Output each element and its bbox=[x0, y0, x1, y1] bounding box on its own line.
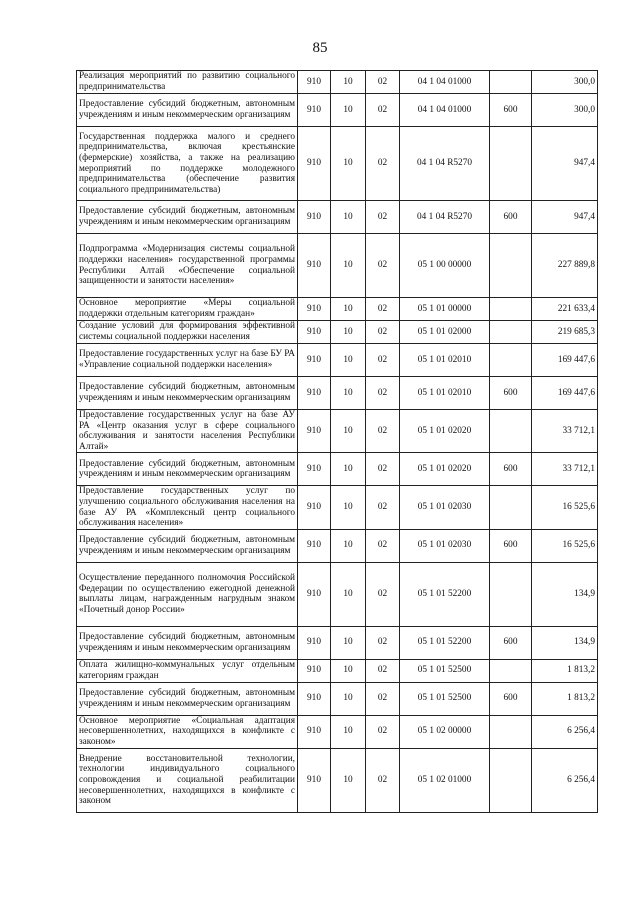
grbs-code-cell: 910 bbox=[298, 377, 331, 410]
grbs-code-cell: 910 bbox=[298, 529, 331, 562]
grbs-code-cell: 910 bbox=[298, 486, 331, 529]
amount-cell: 219 685,3 bbox=[532, 321, 598, 344]
grbs-code-cell: 910 bbox=[298, 234, 331, 298]
target-article-cell: 05 1 01 02010 bbox=[400, 377, 490, 410]
expense-name-cell: Внедрение восстановительной технологии, технологии индивидуального социального сопровождения и социальной реабилитации несовершеннолетних, находящихся в конфликте с законом bbox=[77, 748, 298, 812]
section-code-cell: 10 bbox=[331, 234, 366, 298]
table-row bbox=[77, 529, 598, 562]
expense-name-cell: Реализация мероприятий по развитию социального предпринимательства bbox=[77, 71, 298, 94]
table-row bbox=[77, 410, 598, 453]
subsection-code-cell: 02 bbox=[366, 71, 400, 94]
expense-type-cell bbox=[490, 748, 532, 812]
grbs-code-cell: 910 bbox=[298, 715, 331, 748]
expense-type-cell: 600 bbox=[490, 94, 532, 127]
amount-cell: 300,0 bbox=[532, 94, 598, 127]
expense-type-cell: 600 bbox=[490, 682, 532, 715]
amount-cell: 1 813,2 bbox=[532, 659, 598, 682]
subsection-code-cell: 02 bbox=[366, 486, 400, 529]
table-row bbox=[77, 682, 598, 715]
table-row bbox=[77, 71, 598, 94]
table-row bbox=[77, 94, 598, 127]
table-row bbox=[77, 127, 598, 201]
expense-name-cell: Предоставление субсидий бюджетным, автономным учреждениям и иным некоммерческим организациям bbox=[77, 201, 298, 234]
expense-type-cell bbox=[490, 410, 532, 453]
section-code-cell: 10 bbox=[331, 748, 366, 812]
table-row bbox=[77, 453, 598, 486]
expense-name-cell: Осуществление переданного полномочия Российской Федерации по осуществлению ежегодной денежной выплаты лицам, награжденным нагрудным знаком «Почетный донор России» bbox=[77, 562, 298, 626]
target-article-cell: 05 1 02 01000 bbox=[400, 748, 490, 812]
amount-cell: 300,0 bbox=[532, 71, 598, 94]
section-code-cell: 10 bbox=[331, 321, 366, 344]
subsection-code-cell: 02 bbox=[366, 410, 400, 453]
subsection-code-cell: 02 bbox=[366, 715, 400, 748]
amount-cell: 169 447,6 bbox=[532, 377, 598, 410]
expense-type-cell bbox=[490, 127, 532, 201]
amount-cell: 6 256,4 bbox=[532, 715, 598, 748]
expense-type-cell bbox=[490, 659, 532, 682]
target-article-cell: 05 1 01 00000 bbox=[400, 298, 490, 321]
expense-type-cell: 600 bbox=[490, 453, 532, 486]
amount-cell: 134,9 bbox=[532, 562, 598, 626]
grbs-code-cell: 910 bbox=[298, 626, 331, 659]
grbs-code-cell: 910 bbox=[298, 344, 331, 377]
grbs-code-cell: 910 bbox=[298, 298, 331, 321]
target-article-cell: 05 1 01 52200 bbox=[400, 562, 490, 626]
subsection-code-cell: 02 bbox=[366, 201, 400, 234]
target-article-cell: 05 1 02 00000 bbox=[400, 715, 490, 748]
table-row bbox=[77, 377, 598, 410]
subsection-code-cell: 02 bbox=[366, 659, 400, 682]
target-article-cell: 04 1 04 R5270 bbox=[400, 201, 490, 234]
expense-name-cell: Оплата жилищно-коммунальных услуг отдельным категориям граждан bbox=[77, 659, 298, 682]
target-article-cell: 05 1 01 02010 bbox=[400, 344, 490, 377]
table-row bbox=[77, 715, 598, 748]
amount-cell: 227 889,8 bbox=[532, 234, 598, 298]
expense-name-cell: Предоставление субсидий бюджетным, автономным учреждениям и иным некоммерческим организациям bbox=[77, 529, 298, 562]
expense-type-cell bbox=[490, 321, 532, 344]
grbs-code-cell: 910 bbox=[298, 748, 331, 812]
expense-type-cell bbox=[490, 715, 532, 748]
table-row bbox=[77, 344, 598, 377]
table-row bbox=[77, 321, 598, 344]
section-code-cell: 10 bbox=[331, 486, 366, 529]
page-number: 85 bbox=[312, 40, 328, 56]
target-article-cell: 05 1 01 52500 bbox=[400, 682, 490, 715]
subsection-code-cell: 02 bbox=[366, 626, 400, 659]
target-article-cell: 05 1 01 02020 bbox=[400, 410, 490, 453]
section-code-cell: 10 bbox=[331, 626, 366, 659]
section-code-cell: 10 bbox=[331, 715, 366, 748]
table-row bbox=[77, 748, 598, 812]
table-row bbox=[77, 626, 598, 659]
target-article-cell: 05 1 01 02030 bbox=[400, 486, 490, 529]
expense-name-cell: Основное мероприятие «Социальная адаптация несовершеннолетних, находящихся в конфликте с законом» bbox=[77, 715, 298, 748]
expense-name-cell: Предоставление субсидий бюджетным, автономным учреждениям и иным некоммерческим организациям bbox=[77, 626, 298, 659]
amount-cell: 33 712,1 bbox=[532, 453, 598, 486]
target-article-cell: 05 1 01 52200 bbox=[400, 626, 490, 659]
subsection-code-cell: 02 bbox=[366, 344, 400, 377]
section-code-cell: 10 bbox=[331, 201, 366, 234]
grbs-code-cell: 910 bbox=[298, 71, 331, 94]
expense-name-cell: Предоставление субсидий бюджетным, автономным учреждениям и иным некоммерческим организациям bbox=[77, 94, 298, 127]
target-article-cell: 05 1 01 02000 bbox=[400, 321, 490, 344]
subsection-code-cell: 02 bbox=[366, 682, 400, 715]
subsection-code-cell: 02 bbox=[366, 321, 400, 344]
grbs-code-cell: 910 bbox=[298, 410, 331, 453]
expense-name-cell: Предоставление субсидий бюджетным, автономным учреждениям и иным некоммерческим организациям bbox=[77, 377, 298, 410]
subsection-code-cell: 02 bbox=[366, 562, 400, 626]
table-row bbox=[77, 486, 598, 529]
section-code-cell: 10 bbox=[331, 562, 366, 626]
table-row bbox=[77, 298, 598, 321]
target-article-cell: 04 1 04 01000 bbox=[400, 71, 490, 94]
expense-name-cell: Создание условий для формирования эффективной системы социальной поддержки населения bbox=[77, 321, 298, 344]
target-article-cell: 05 1 00 00000 bbox=[400, 234, 490, 298]
grbs-code-cell: 910 bbox=[298, 94, 331, 127]
table-row bbox=[77, 659, 598, 682]
section-code-cell: 10 bbox=[331, 529, 366, 562]
subsection-code-cell: 02 bbox=[366, 94, 400, 127]
subsection-code-cell: 02 bbox=[366, 298, 400, 321]
target-article-cell: 04 1 04 01000 bbox=[400, 94, 490, 127]
amount-cell: 169 447,6 bbox=[532, 344, 598, 377]
subsection-code-cell: 02 bbox=[366, 127, 400, 201]
expense-type-cell bbox=[490, 71, 532, 94]
expense-name-cell: Предоставление субсидий бюджетным, автономным учреждениям и иным некоммерческим организациям bbox=[77, 682, 298, 715]
table-row bbox=[77, 562, 598, 626]
expense-name-cell: Подпрограмма «Модернизация системы социальной поддержки населения» государственной программы Республики Алтай «Обеспечение социальной защищенности и занятости населения» bbox=[77, 234, 298, 298]
section-code-cell: 10 bbox=[331, 94, 366, 127]
grbs-code-cell: 910 bbox=[298, 127, 331, 201]
expense-name-cell: Предоставление государственных услуг по улучшению социального обслуживания населения на базе АУ РА «Комплексный центр социального обслуживания населения» bbox=[77, 486, 298, 529]
section-code-cell: 10 bbox=[331, 298, 366, 321]
section-code-cell: 10 bbox=[331, 453, 366, 486]
expense-name-cell: Предоставление государственных услуг на базе БУ РА «Управление социальной поддержки населения» bbox=[77, 344, 298, 377]
section-code-cell: 10 bbox=[331, 344, 366, 377]
grbs-code-cell: 910 bbox=[298, 321, 331, 344]
amount-cell: 947,4 bbox=[532, 127, 598, 201]
section-code-cell: 10 bbox=[331, 410, 366, 453]
amount-cell: 947,4 bbox=[532, 201, 598, 234]
table-row bbox=[77, 201, 598, 234]
amount-cell: 16 525,6 bbox=[532, 486, 598, 529]
expense-name-cell: Предоставление субсидий бюджетным, автономным учреждениям и иным некоммерческим организациям bbox=[77, 453, 298, 486]
target-article-cell: 05 1 01 02030 bbox=[400, 529, 490, 562]
subsection-code-cell: 02 bbox=[366, 529, 400, 562]
expense-type-cell bbox=[490, 344, 532, 377]
grbs-code-cell: 910 bbox=[298, 201, 331, 234]
grbs-code-cell: 910 bbox=[298, 659, 331, 682]
amount-cell: 221 633,4 bbox=[532, 298, 598, 321]
section-code-cell: 10 bbox=[331, 71, 366, 94]
target-article-cell: 05 1 01 02020 bbox=[400, 453, 490, 486]
expense-type-cell bbox=[490, 298, 532, 321]
expense-type-cell bbox=[490, 486, 532, 529]
expense-name-cell: Предоставление государственных услуг на базе АУ РА «Центр оказания услуг в сфере социального обслуживания и занятости населения Республики Алтай» bbox=[77, 410, 298, 453]
section-code-cell: 10 bbox=[331, 377, 366, 410]
target-article-cell: 04 1 04 R5270 bbox=[400, 127, 490, 201]
expense-type-cell bbox=[490, 562, 532, 626]
budget-table bbox=[76, 70, 598, 813]
section-code-cell: 10 bbox=[331, 127, 366, 201]
subsection-code-cell: 02 bbox=[366, 748, 400, 812]
section-code-cell: 10 bbox=[331, 659, 366, 682]
grbs-code-cell: 910 bbox=[298, 682, 331, 715]
section-code-cell: 10 bbox=[331, 682, 366, 715]
expense-type-cell bbox=[490, 234, 532, 298]
grbs-code-cell: 910 bbox=[298, 453, 331, 486]
expense-name-cell: Государственная поддержка малого и среднего предпринимательства, включая крестьянские (фермерские) хозяйства, а также на реализацию мероприятий по поддержке молодежного предпринимательства (обеспечение развития социального предпринимательства) bbox=[77, 127, 298, 201]
amount-cell: 1 813,2 bbox=[532, 682, 598, 715]
expense-name-cell: Основное мероприятие «Меры социальной поддержки отдельным категориям граждан» bbox=[77, 298, 298, 321]
subsection-code-cell: 02 bbox=[366, 377, 400, 410]
target-article-cell: 05 1 01 52500 bbox=[400, 659, 490, 682]
expense-type-cell: 600 bbox=[490, 201, 532, 234]
amount-cell: 16 525,6 bbox=[532, 529, 598, 562]
amount-cell: 134,9 bbox=[532, 626, 598, 659]
table-row bbox=[77, 234, 598, 298]
amount-cell: 33 712,1 bbox=[532, 410, 598, 453]
subsection-code-cell: 02 bbox=[366, 234, 400, 298]
expense-type-cell: 600 bbox=[490, 529, 532, 562]
expense-type-cell: 600 bbox=[490, 626, 532, 659]
amount-cell: 6 256,4 bbox=[532, 748, 598, 812]
grbs-code-cell: 910 bbox=[298, 562, 331, 626]
expense-type-cell: 600 bbox=[490, 377, 532, 410]
subsection-code-cell: 02 bbox=[366, 453, 400, 486]
